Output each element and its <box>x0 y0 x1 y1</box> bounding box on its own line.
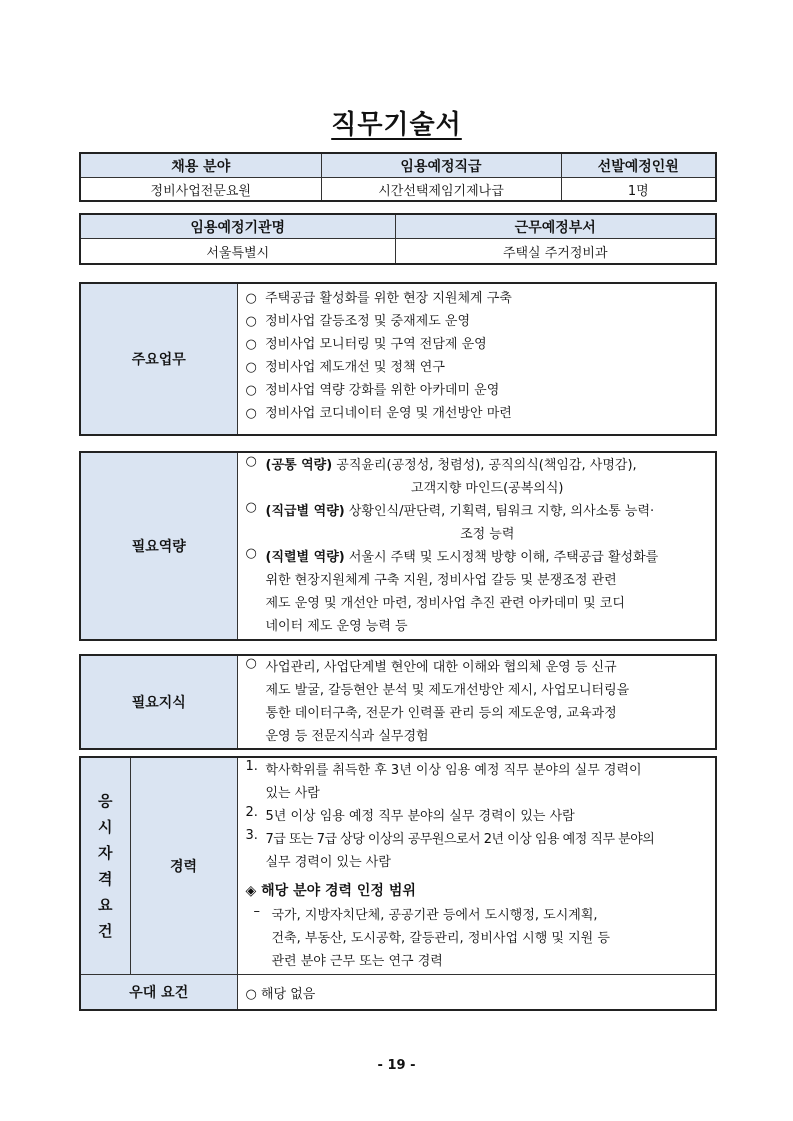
knowledge-line: 운영 등 전문지식과 실무경험 <box>265 729 429 744</box>
knowledge-line: 사업관리, 사업단계별 현안에 대한 이해와 협의체 운영 등 신규 <box>265 660 617 675</box>
knowledge-table <box>79 654 717 750</box>
knowledge-line: 제도 발굴, 갈등현안 분석 및 제도개선방안 제시, 사업모니터링을 <box>265 683 630 698</box>
qualification-table <box>79 756 717 1011</box>
duty-item: ○ 정비사업 역량 강화를 위한 아카데미 운영 <box>245 383 500 398</box>
preference-label: 우대 요건 <box>80 975 237 1011</box>
competency-series: ○ (직렬별 역량) 서울시 주택 및 도시정책 방향 이해, 주택공급 활성화를 위한 현장지원체계 구축 지원, 정비사업 갈등 및 분쟁조정 관련 제도 운영 및 개선안 마련, 정비사업 추진 관련 아카데미 및 코디 네이터 제도 운영 능력 등 <box>245 546 659 634</box>
preference-value: ○ 해당 없음 <box>237 975 716 1011</box>
page-number: - 19 - <box>377 1058 416 1073</box>
value-recruit-field: 정비사업전문요원 <box>80 178 321 202</box>
knowledge-line: 통한 데이터구축, 전문가 인력풀 관리 등의 제도운영, 교육과정 <box>265 706 617 721</box>
duty-item: ○ 정비사업 제도개선 및 정책 연구 <box>245 360 445 375</box>
competency-common: ○ (공통 역량) 공직윤리(공정성, 청렴성), 공직의식(책임감, 사명감), 고객지향 마인드(공복의식) <box>245 454 637 496</box>
value-appoint-grade: 시간선택제임기제나급 <box>321 178 561 202</box>
duty-item: ○ 정비사업 모니터링 및 구역 전담제 운영 <box>245 337 487 352</box>
header-appoint-grade: 임용예정직급 <box>321 153 561 178</box>
competency-table <box>79 451 717 641</box>
value-headcount: 1명 <box>561 178 716 202</box>
qualification-vertical-label: 응 시 자 격 요 건 <box>80 757 130 975</box>
career-label: 경력 <box>130 757 237 975</box>
knowledge-content: ○ 사업관리, 사업단계별 현안에 대한 이해와 협의체 운영 등 신규 제도 발굴, 갈등현안 분석 및 제도개선방안 제시, 사업모니터링을 통한 데이터구축, 전문가 인력풀 관리 등의 제도운영, 교육과정 운영 등 전문지식과 실무경험 <box>237 655 716 749</box>
duties-content <box>237 283 716 435</box>
recruitment-table <box>79 152 717 202</box>
duty-item: ○ 정비사업 갈등조정 및 중재제도 운영 <box>245 314 471 329</box>
career-item: 1. 학사학위를 취득한 후 3년 이상 임용 예정 직무 분야의 실무 경력이 있는 사람 <box>245 759 642 801</box>
career-item: 3. 7급 또는 7급 상당 이상의 공무원으로서 2년 이상 임용 예정 직무 분야의 실무 경력이 있는 사람 <box>245 828 655 870</box>
organization-table <box>79 213 717 265</box>
career-item: 2. 5년 이상 임용 예정 직무 분야의 실무 경력이 있는 사람 <box>245 805 575 824</box>
header-department: 근무예정부서 <box>395 214 716 239</box>
scope-title: ◈ 해당 분야 경력 인정 범위 <box>245 883 416 899</box>
header-recruit-field: 채용 분야 <box>80 153 321 178</box>
scope-content: – 국가, 지방자치단체, 공공기관 등에서 도시행정, 도시계획, 건축, 부동산, 도시공학, 갈등관리, 정비사업 시행 및 지원 등 관련 분야 근무 또는 연구 경력 <box>253 904 610 969</box>
competency-grade: ○ (직급별 역량) 상황인식/판단력, 기획력, 팀워크 지향, 의사소통 능력· 조정 능력 <box>245 500 655 542</box>
duty-item: ○ 주택공급 활성화를 위한 현장 지원체계 구축 <box>245 291 512 306</box>
duty-item: ○ 정비사업 코디네이터 운영 및 개선방안 마련 <box>245 406 512 421</box>
knowledge-label: 필요지식 <box>80 655 237 749</box>
duties-label: 주요업무 <box>80 283 237 435</box>
header-organization: 임용예정기관명 <box>80 214 395 239</box>
page-title: 직무기술서 <box>331 110 462 140</box>
value-organization: 서울특별시 <box>80 239 395 265</box>
value-department: 주택실 주거정비과 <box>395 239 716 265</box>
duties-table <box>79 282 717 436</box>
career-content <box>237 757 716 975</box>
header-headcount: 선발예정인원 <box>561 153 716 178</box>
competency-content <box>237 452 716 640</box>
competency-label: 필요역량 <box>80 452 237 640</box>
